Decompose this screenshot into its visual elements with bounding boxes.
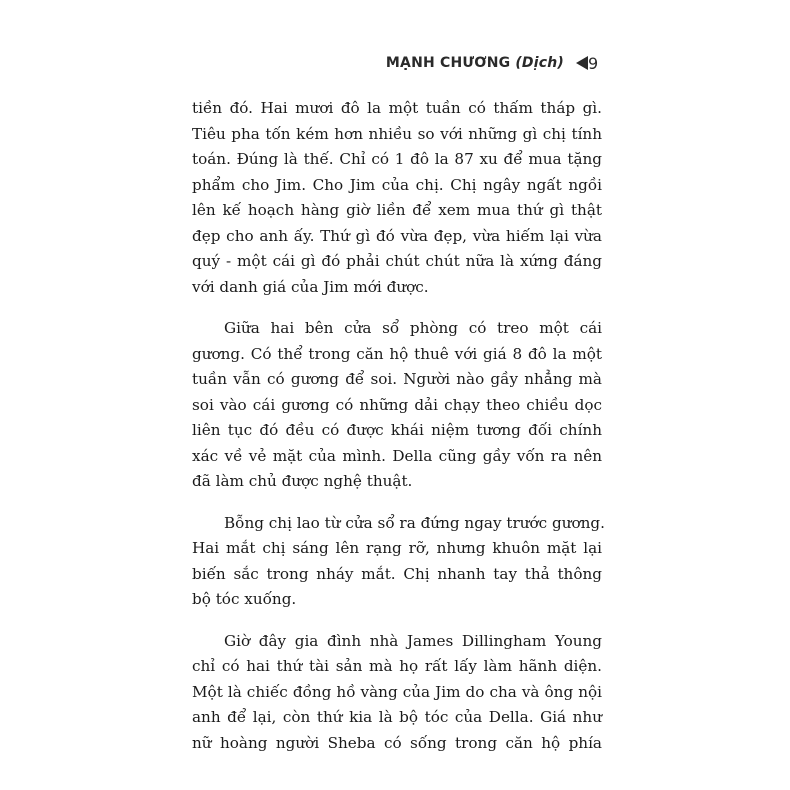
text-line: soi vào cái gương có những dải chạy theo chiều dọc xyxy=(192,395,602,414)
paragraph-2 xyxy=(192,316,602,495)
text-line: bộ tóc xuống. xyxy=(192,590,297,608)
text-line: phẩm cho Jim. Cho Jim của chị. Chị ngây ngất ngồi xyxy=(192,175,602,194)
text-line: Giữa hai bên cửa sổ phòng có treo một cái xyxy=(224,319,602,337)
body-text xyxy=(192,96,605,772)
text-line: liên tục đó đều có được khái niệm tương đối chính xyxy=(192,421,602,439)
paragraph-3 xyxy=(192,511,605,613)
text-line: tuần vẫn có gương để soi. Người nào gầy nhẳng mà xyxy=(192,370,602,388)
text-line: xác về vẻ mặt của mình. Della cũng gầy vốn ra nên xyxy=(192,446,602,465)
text-line: Bỗng chị lao từ cửa sổ ra đứng ngay trước gương. xyxy=(224,513,605,532)
text-line: với danh giá của Jim mới được. xyxy=(192,277,429,296)
header-author: MẠNH CHƯƠNG xyxy=(385,55,511,71)
paragraph-4 xyxy=(192,629,602,757)
text-line: nữ hoàng người Sheba có sống trong căn hộ phía xyxy=(192,733,602,752)
text-line: toán. Đúng là thế. Chỉ có 1 đô la 87 xu để mua tặng xyxy=(192,150,602,168)
text-line: Một là chiếc đồng hồ vàng của Jim do cha và ông nội xyxy=(192,682,602,701)
text-line: tiền đó. Hai mươi đô la một tuần có thấm tháp gì. xyxy=(192,99,602,117)
text-line: Giờ đây gia đình nhà James Dillingham Young xyxy=(224,631,602,650)
paragraph-1 xyxy=(192,96,602,300)
running-header xyxy=(386,52,600,74)
text-line: Hai mắt chị sáng lên rạng rỡ, nhưng khuôn mặt lại xyxy=(192,539,602,557)
left-triangle-icon xyxy=(576,56,588,70)
page-number-value: 9 xyxy=(588,53,599,73)
text-line: anh để lại, còn thứ kia là bộ tóc của Della. Giá như xyxy=(192,708,602,726)
header-translator: (Dịch) xyxy=(515,55,564,71)
text-line: biến sắc trong nháy mắt. Chị nhanh tay thả thông xyxy=(192,564,602,583)
text-line: lên kế hoạch hàng giờ liền để xem mua thứ gì thật xyxy=(192,201,602,219)
text-line: Tiêu pha tốn kém hơn nhiều so với những gì chị tính xyxy=(192,124,602,143)
text-line: đã làm chủ được nghệ thuật. xyxy=(192,472,413,490)
text-line: đẹp cho anh ấy. Thứ gì đó vừa đẹp, vừa hiếm lại vừa xyxy=(192,226,602,245)
text-line: chỉ có hai thứ tài sản mà họ rất lấy làm hãnh diện. xyxy=(192,657,602,675)
text-line: gương. Có thể trong căn hộ thuê với giá 8 đô la một xyxy=(192,344,602,363)
text-line: quý - một cái gì đó phải chút chút nữa là xứng đáng xyxy=(192,252,602,270)
page-number xyxy=(588,52,598,74)
